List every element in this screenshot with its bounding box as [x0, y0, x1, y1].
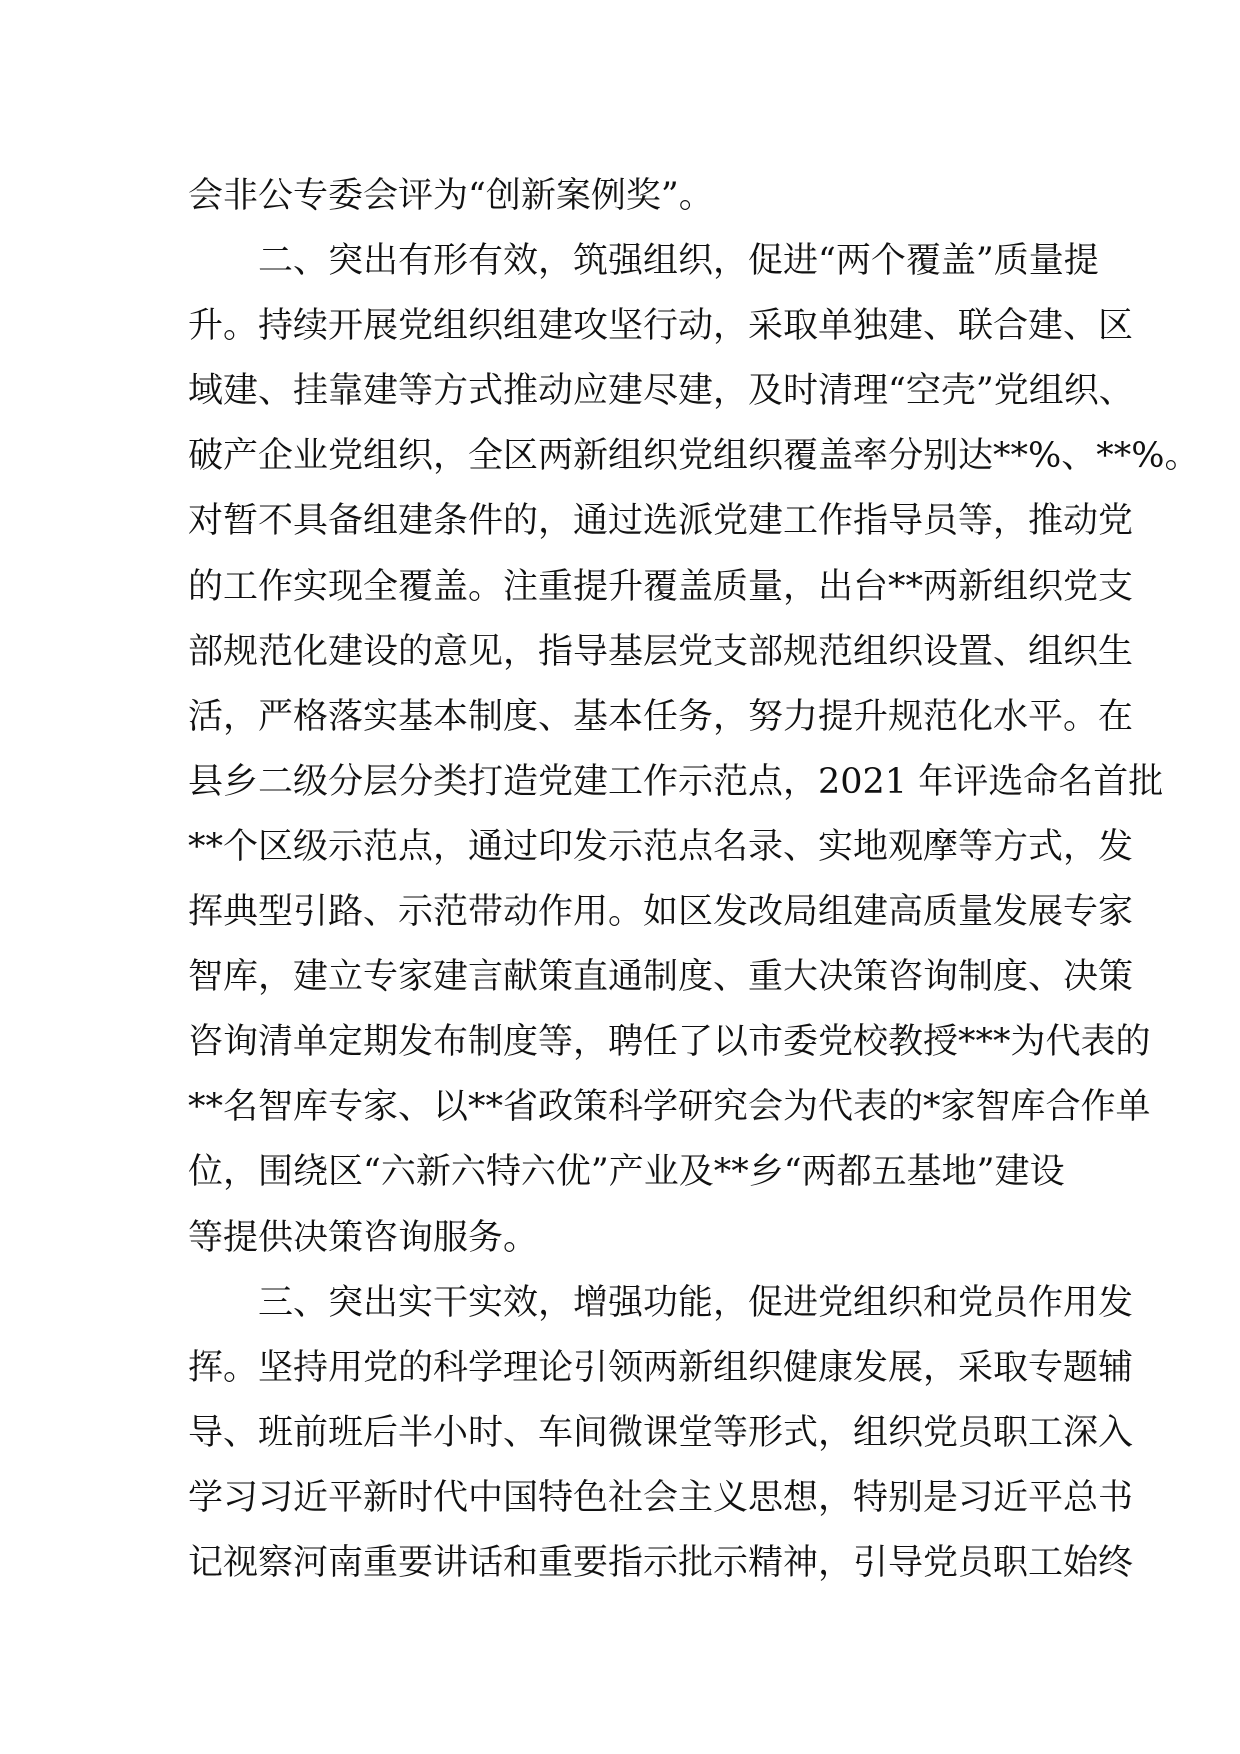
- text-line: 咨询清单定期发布制度等，聘任了以市委党校教授***为代表的: [188, 1022, 1151, 1063]
- text-line: 挥典型引路、示范带动作用。如区发改局组建高质量发展专家: [188, 892, 1134, 933]
- section-heading-line: 二、突出有形有效，筑强组织，促进“两个覆盖”质量提: [258, 241, 1099, 282]
- text-line: 对暂不具备组建条件的，通过选派党建工作指导员等，推动党: [188, 501, 1134, 542]
- text-line: 挥。坚持用党的科学理论引领两新组织健康发展，采取专题辅: [188, 1347, 1134, 1388]
- text-line: **个区级示范点，通过印发示范点名录、实地观摩等方式，发: [188, 826, 1134, 867]
- text-line: 学习习近平新时代中国特色社会主义思想，特别是习近平总书: [188, 1477, 1134, 1518]
- text-line: 等提供决策咨询服务。: [188, 1217, 539, 1258]
- text-line: 记视察河南重要讲话和重要指示批示精神，引导党员职工始终: [188, 1542, 1134, 1583]
- text-line: 活，严格落实基本制度、基本任务，努力提升规范化水平。在: [188, 696, 1134, 737]
- text-line: 部规范化建设的意见，指导基层党支部规范组织设置、组织生: [188, 631, 1134, 672]
- section-heading-line: 三、突出实干实效，增强功能，促进党组织和党员作用发: [258, 1282, 1134, 1323]
- text-line: 域建、挂靠建等方式推动应建尽建，及时清理“空壳”党组织、: [188, 371, 1134, 412]
- text-line: 破产企业党组织，全区两新组织党组织覆盖率分别达**%、**%。: [188, 436, 1200, 477]
- text-line: **名智库专家、以**省政策科学研究会为代表的*家智库合作单: [188, 1087, 1151, 1128]
- text-line: 智库，建立专家建言献策直通制度、重大决策咨询制度、决策: [188, 957, 1134, 998]
- document-body: [188, 164, 1200, 1596]
- text-line: 导、班前班后半小时、车间微课堂等形式，组织党员职工深入: [188, 1412, 1134, 1453]
- text-line: 的工作实现全覆盖。注重提升覆盖质量，出台**两新组织党支: [188, 566, 1134, 607]
- text-line: 升。持续开展党组织组建攻坚行动，采取单独建、联合建、区: [188, 306, 1134, 347]
- text-line: 位，围绕区“六新六特六优”产业及**乡“两都五基地”建设: [188, 1152, 1065, 1193]
- text-line: 县乡二级分层分类打造党建工作示范点，2021 年评选命名首批: [188, 761, 1164, 802]
- text-line: 会非公专委会评为“创新案例奖”。: [188, 176, 714, 216]
